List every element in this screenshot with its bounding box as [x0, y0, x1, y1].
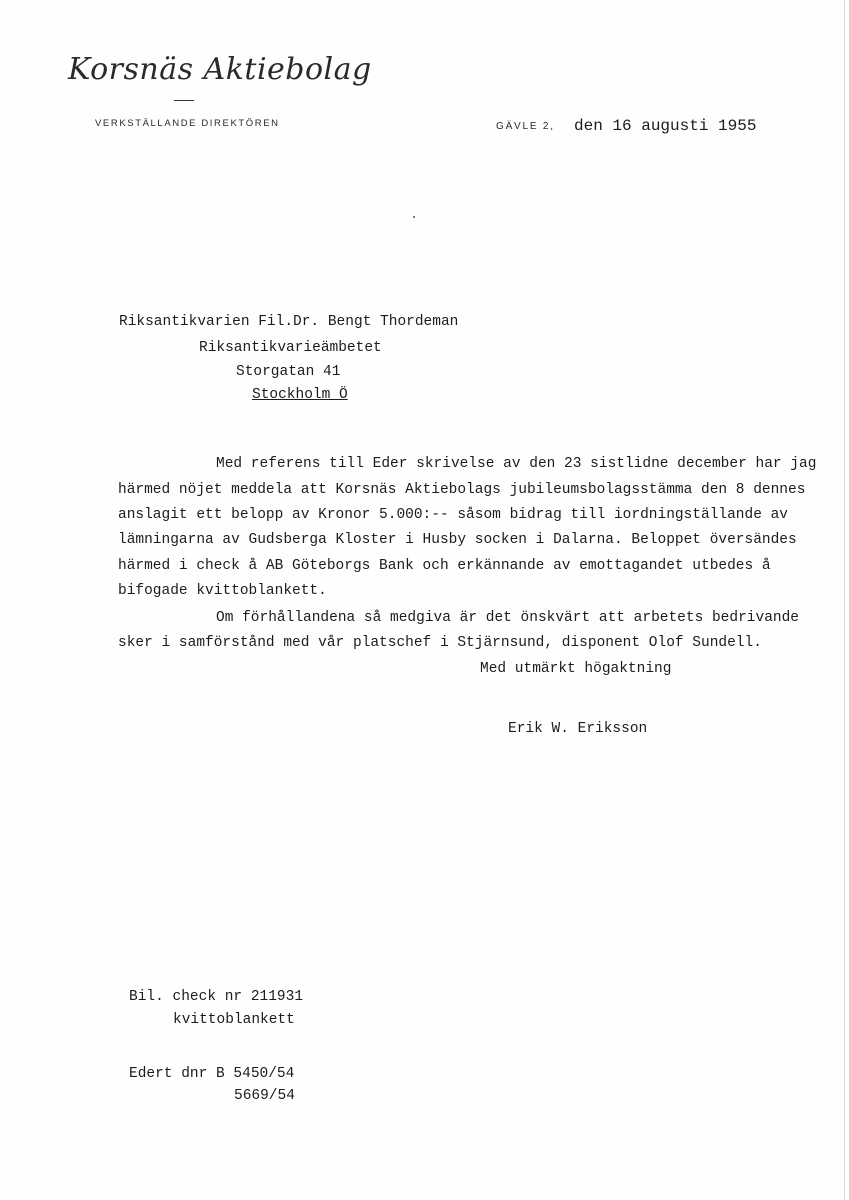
- letter-date: den 16 augusti 1955: [574, 117, 757, 135]
- reference-line: Edert dnr B 5450/54: [129, 1066, 295, 1082]
- company-logo: Korsnäs Aktiebolag: [68, 52, 372, 87]
- reference-line: 5669/54: [234, 1088, 295, 1104]
- body-line: Om förhållandena så medgiva är det önskvärt att arbetets bedrivande: [216, 610, 799, 626]
- body-line: bifogade kvittoblankett.: [118, 583, 327, 599]
- department-heading: VERKSTÄLLANDE DIREKTÖREN: [95, 118, 280, 129]
- logo-divider: [174, 100, 194, 101]
- body-line: sker i samförstånd med vår platschef i Stjärnsund, disponent Olof Sundell.: [118, 635, 762, 651]
- body-line: härmed nöjet meddela att Korsnäs Aktiebolags jubileumsbolagsstämma den 8 dennes: [118, 482, 806, 498]
- enclosure-line: kvittoblankett: [173, 1012, 295, 1028]
- body-line: härmed i check å AB Göteborgs Bank och erkännande av emottagandet utbedes å: [118, 558, 771, 574]
- place-label: GÄVLE 2,: [496, 121, 555, 132]
- recipient-office: Riksantikvarieämbetet: [199, 340, 382, 356]
- recipient-street: Storgatan 41: [236, 364, 341, 380]
- paper-speck: [413, 216, 415, 218]
- closing-greeting: Med utmärkt högaktning: [480, 661, 672, 677]
- page-edge: [844, 0, 845, 1200]
- body-line: anslagit ett belopp av Kronor 5.000:-- såsom bidrag till iordningställande av: [118, 507, 789, 523]
- body-line: Med referens till Eder skrivelse av den 23 sistlidne december har jag: [216, 456, 817, 472]
- recipient-city: Stockholm Ö: [252, 387, 348, 403]
- enclosure-line: Bil. check nr 211931: [129, 989, 304, 1005]
- signature: Erik W. Eriksson: [508, 721, 648, 737]
- body-line: lämningarna av Gudsberga Kloster i Husby socken i Dalarna. Beloppet översändes: [118, 532, 797, 548]
- recipient-name: Riksantikvarien Fil.Dr. Bengt Thordeman: [119, 314, 459, 330]
